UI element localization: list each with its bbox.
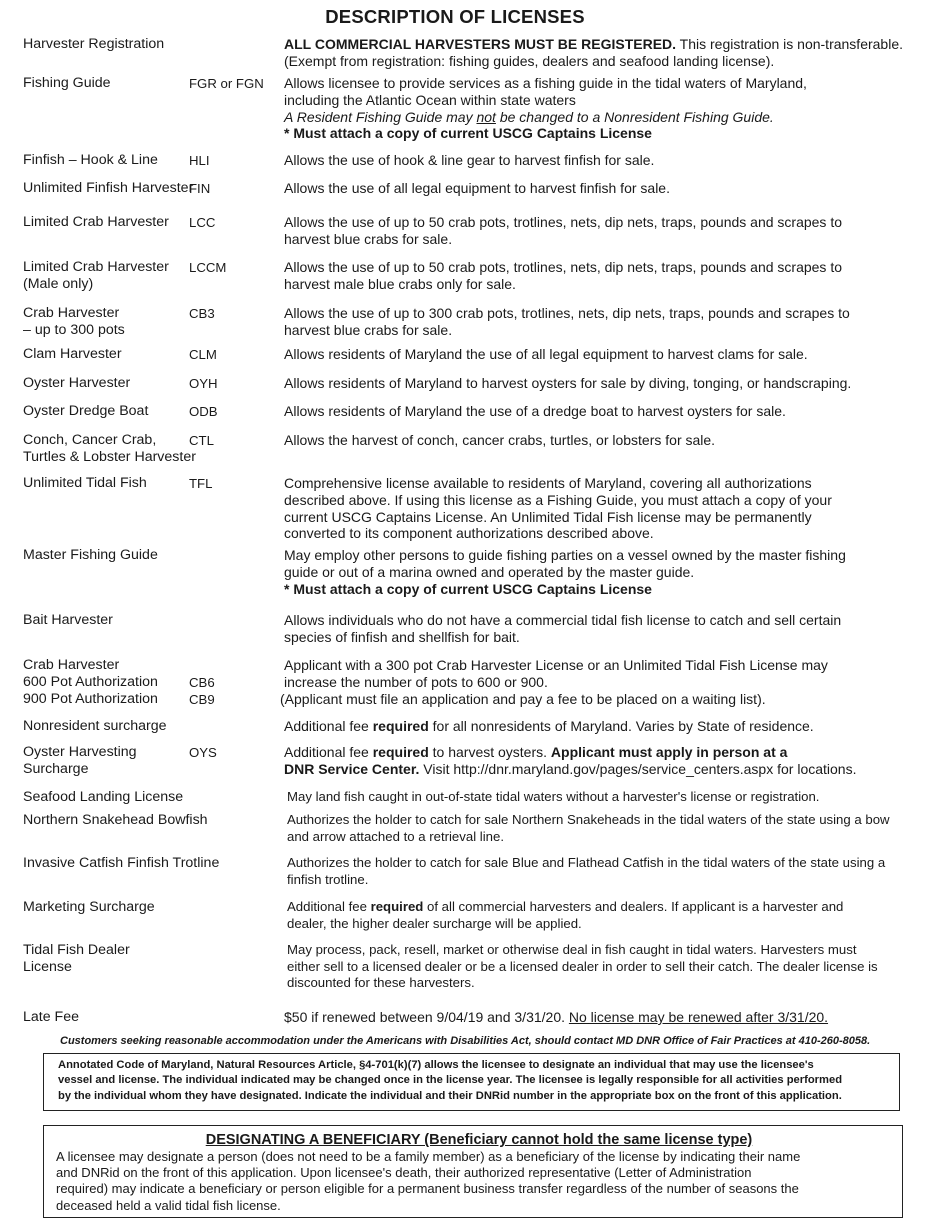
license-name-line: Seafood Landing License (23, 789, 184, 805)
license-description (280, 657, 934, 707)
description-text: guide or out of a marina owned and operated by the master guide. (284, 563, 695, 580)
beneficiary-line: deceased held a valid tidal fish license. (56, 1197, 281, 1213)
license-code-line: LCCM (189, 260, 227, 275)
description-text: harvest blue crabs for sale. (284, 230, 453, 247)
description-line (284, 75, 934, 92)
description-text: (Exempt from registration: fishing guides, dealers and seafood landing license). (284, 52, 775, 69)
description-line (284, 180, 934, 197)
ada-note: Customers seeking reasonable accommodation under the Americans with Disabilities Act, should contact MD DNR Office of Fair Practices at 410-260-8058. (60, 1035, 871, 1047)
description-line (284, 92, 934, 109)
license-name (23, 547, 193, 564)
description-line (284, 547, 934, 564)
license-name (23, 432, 196, 466)
description-text: Authorizes the holder to catch for sale Northern Snakeheads in the tidal waters of the state using a bow (287, 812, 890, 827)
description-line (287, 975, 937, 992)
license-description (284, 259, 934, 293)
description-text: May employ other persons to guide fishing parties on a vessel owned by the master fishing (284, 547, 846, 563)
license-name-line: License (23, 959, 72, 975)
license-name-line: Limited Crab Harvester (23, 214, 169, 230)
license-description (287, 812, 937, 845)
description-text: Allows the use of up to 300 crab pots, trotlines, nets, dip nets, traps, pounds and scrapes to (284, 305, 850, 321)
license-name-line: Master Fishing Guide (23, 547, 158, 563)
license-code-line: FIN (189, 181, 211, 196)
description-text: Additional fee (284, 744, 373, 760)
description-text: be changed to a Nonresident Fishing Guide. (495, 108, 774, 125)
description-line (284, 305, 934, 322)
description-line (284, 214, 934, 231)
license-description (284, 744, 934, 778)
license-name (23, 305, 193, 339)
license-name (23, 899, 193, 916)
license-code-line: CLM (189, 347, 217, 362)
description-text: dealer, the higher dealer surcharge will be applied. (287, 915, 582, 931)
license-code-line: ODB (189, 404, 218, 419)
description-line (284, 509, 934, 526)
description-text: DNR Service Center. (284, 760, 420, 777)
license-code (189, 75, 264, 92)
license-code-line: TFL (189, 476, 213, 491)
description-text: Applicant with a 300 pot Crab Harvester License or an Unlimited Tidal Fish License may (284, 657, 828, 673)
license-description (284, 403, 934, 420)
license-description (284, 305, 934, 339)
description-text: Visit http://dnr.maryland.gov/pages/service_centers.aspx for locations. (419, 760, 857, 777)
description-text: Authorizes the holder to catch for sale Blue and Flathead Catfish in the tidal waters of the state using a (287, 855, 886, 870)
description-text: not (476, 108, 496, 125)
license-name (23, 744, 193, 778)
description-text: current USCG Captains License. An Unlimited Tidal Fish license may be permanently (284, 508, 812, 525)
description-line (284, 432, 934, 449)
license-name-line: Conch, Cancer Crab, (23, 432, 157, 448)
description-text: Additional fee (287, 899, 371, 914)
license-name-line: Unlimited Tidal Fish (23, 475, 147, 491)
description-line (284, 322, 934, 339)
license-name-line: (Male only) (23, 276, 94, 292)
description-line (284, 259, 934, 276)
license-description (284, 214, 934, 248)
license-name-line: Bait Harvester (23, 612, 113, 628)
description-line (284, 525, 934, 542)
description-text: described above. If using this license as a Fishing Guide, you must attach a copy of your (284, 491, 832, 508)
license-name-line: 600 Pot Authorization (23, 674, 158, 690)
license-description (287, 789, 937, 806)
license-code-line: CTL (189, 433, 214, 448)
description-text: required (372, 744, 429, 760)
designee-line: Annotated Code of Maryland, Natural Resources Article, §4-701(k)(7) allows the licensee to designate an individual that may use the licensee's (58, 1059, 814, 1071)
license-name (23, 1009, 193, 1026)
description-line (287, 829, 937, 846)
description-line (284, 674, 934, 691)
license-code-line: FGR or FGN (189, 76, 264, 91)
license-name (23, 789, 193, 806)
description-line (284, 1009, 934, 1026)
beneficiary-box (43, 1125, 903, 1218)
description-line (284, 744, 934, 761)
description-text: increase the number of pots to 600 or 900. (284, 673, 548, 690)
description-line (287, 916, 937, 933)
license-description (284, 36, 934, 70)
description-text: Allows residents of Maryland the use of all legal equipment to harvest clams for sale. (284, 346, 808, 362)
description-text: Allows residents of Maryland to harvest oysters for sale by diving, tonging, or handscraping. (284, 375, 852, 391)
license-name-line: Nonresident surcharge (23, 718, 167, 734)
description-text: Comprehensive license available to residents of Maryland, covering all authorizations (284, 475, 812, 491)
description-line (284, 657, 934, 674)
license-name (23, 152, 193, 169)
description-line (280, 691, 934, 708)
description-line (284, 761, 934, 778)
license-name-line: Finfish – Hook & Line (23, 152, 158, 168)
description-line (284, 612, 934, 629)
description-text: (Applicant must file an application and pay a fee to be placed on a waiting list). (280, 690, 766, 707)
license-name (23, 259, 193, 293)
license-name (23, 475, 193, 492)
designee-line: vessel and license. The individual indicated may be changed once in the license year. The licensee is legally responsible for all activities performed (58, 1074, 843, 1087)
license-name-line: Oyster Harvesting (23, 744, 137, 760)
description-line (284, 629, 934, 646)
license-code (189, 744, 217, 761)
description-line (287, 899, 937, 916)
license-name (23, 718, 193, 735)
license-code (189, 475, 212, 492)
license-description (287, 942, 937, 992)
description-line (284, 475, 934, 492)
license-description (287, 855, 937, 888)
beneficiary-line: and DNRid on the front of this application. Upon licensee's death, their authorized representative (Letter of Administration (56, 1165, 752, 1181)
license-code-line: CB6 (189, 675, 215, 690)
license-name-line: Turtles & Lobster Harvester (23, 449, 196, 465)
license-name (23, 855, 220, 872)
license-description (284, 1009, 934, 1026)
license-description (284, 152, 934, 169)
license-name (23, 657, 193, 708)
license-description (284, 547, 934, 597)
description-text: finfish trotline. (287, 871, 369, 887)
license-description (284, 375, 934, 392)
license-name-line: Northern Snakehead Bowfish (23, 812, 208, 828)
description-text: either sell to a licensed dealer or be a licensed dealer in order to sell their catch. The dealer license is (287, 958, 878, 974)
description-text: Allows the use of up to 50 crab pots, trotlines, nets, dip nets, traps, pounds and scrapes to (284, 214, 842, 230)
description-text: for all nonresidents of Maryland. Varies by State of residence. (428, 718, 814, 734)
description-line (284, 403, 934, 420)
license-name (23, 812, 208, 829)
description-text: This registration is non-transferable. (676, 36, 904, 52)
license-name-line: Invasive Catfish Finfish Trotline (23, 855, 220, 871)
description-line (287, 789, 937, 806)
description-line (284, 109, 934, 126)
license-code (189, 259, 226, 276)
license-name (23, 180, 193, 197)
description-line (287, 812, 937, 829)
license-description (284, 432, 934, 449)
license-code (189, 346, 217, 363)
license-name-line: Fishing Guide (23, 75, 111, 91)
description-line (284, 125, 934, 142)
beneficiary-line: A licensee may designate a person (does not need to be a family member) as a beneficiary of the license by indicating their name (56, 1149, 801, 1164)
license-code (189, 432, 214, 449)
license-code-line: CB9 (189, 692, 215, 707)
description-text: May process, pack, resell, market or otherwise deal in fish caught in tidal waters. Harvesters must (287, 942, 857, 957)
license-description (287, 899, 937, 932)
description-text: to harvest oysters. (428, 744, 551, 760)
license-code (189, 403, 218, 420)
license-code (189, 375, 218, 392)
license-name-line: Oyster Dredge Boat (23, 403, 149, 419)
license-code (189, 657, 215, 708)
license-name (23, 75, 193, 92)
description-text: discounted for these harvesters. (287, 975, 475, 990)
license-name-line: Harvester Registration (23, 36, 165, 52)
designee-box (43, 1053, 900, 1111)
description-text: including the Atlantic Ocean within state waters (284, 91, 576, 108)
description-text: harvest blue crabs for sale. (284, 321, 453, 338)
license-name (23, 375, 193, 392)
license-name (23, 942, 193, 976)
license-name-line: Crab Harvester (23, 305, 120, 321)
license-name-line: Limited Crab Harvester (23, 259, 169, 275)
license-description (284, 180, 934, 197)
description-text: converted to its component authorizations described above. (284, 525, 654, 542)
license-name-line: Late Fee (23, 1009, 80, 1025)
description-text: Allows the use of up to 50 crab pots, trotlines, nets, dip nets, traps, pounds and scrapes to (284, 259, 842, 275)
description-text: Additional fee (284, 718, 373, 734)
license-name (23, 36, 193, 53)
description-line (284, 53, 934, 70)
beneficiary-heading: DESIGNATING A BENEFICIARY (Beneficiary cannot hold the same license type) (205, 1132, 753, 1148)
description-line (284, 564, 934, 581)
description-text: Allows the harvest of conch, cancer crabs, turtles, or lobsters for sale. (284, 432, 716, 448)
license-code (189, 152, 210, 169)
description-text: Applicant must apply in person at a (550, 744, 788, 760)
description-text: Allows individuals who do not have a commercial tidal fish license to catch and sell certain (284, 612, 842, 628)
description-text: $50 if renewed between 9/04/19 and 3/31/20. (284, 1009, 569, 1025)
license-name-line: Surcharge (23, 761, 89, 777)
license-name (23, 346, 193, 363)
license-name-line: Tidal Fish Dealer (23, 942, 130, 958)
beneficiary-line: required) may indicate a beneficiary or person eligible for a permanent business transfer regardless of the number of seasons the (56, 1181, 799, 1197)
license-name (23, 214, 193, 231)
description-line (287, 872, 937, 889)
description-line (287, 942, 937, 959)
description-line (284, 152, 934, 169)
description-text: harvest male blue crabs only for sale. (284, 275, 516, 292)
description-text: * Must attach a copy of current USCG Captains License (284, 125, 652, 142)
description-line (284, 346, 934, 363)
description-line (284, 492, 934, 509)
license-description (284, 718, 934, 735)
description-text: required (372, 718, 429, 734)
description-line (287, 959, 937, 976)
description-text: * Must attach a copy of current USCG Captains License (284, 580, 652, 597)
description-line (284, 276, 934, 293)
description-text: May land fish caught in out-of-state tidal waters without a harvester's license or registration. (287, 789, 820, 804)
license-code-line: OYS (189, 745, 217, 760)
license-code (189, 214, 215, 231)
license-code-line: OYH (189, 376, 218, 391)
license-name (23, 403, 193, 420)
license-description (284, 475, 934, 542)
description-line (284, 581, 934, 598)
license-name-line: – up to 300 pots (23, 322, 125, 338)
license-description (284, 346, 934, 363)
description-text: and arrow attached to a retrieval line. (287, 828, 504, 844)
license-name-line: Unlimited Finfish Harvester (23, 180, 194, 196)
description-line (284, 231, 934, 248)
license-name-line: Oyster Harvester (23, 375, 131, 391)
license-code-line: CB3 (189, 306, 215, 321)
license-code-line (189, 657, 215, 674)
description-text: No license may be renewed after 3/31/20. (568, 1009, 829, 1025)
license-code (189, 305, 215, 322)
license-code (189, 180, 210, 197)
license-code-line: LCC (189, 215, 216, 230)
description-text: ALL COMMERCIAL HARVESTERS MUST BE REGISTERED. (284, 36, 677, 52)
license-description (284, 75, 934, 142)
description-line (284, 36, 934, 53)
license-name-line: Marketing Surcharge (23, 899, 155, 915)
license-name-line: Clam Harvester (23, 346, 122, 362)
description-text: required (370, 899, 424, 914)
description-text: A Resident Fishing Guide may (284, 108, 477, 125)
description-text: Allows licensee to provide services as a fishing guide in the tidal waters of Maryland, (284, 75, 807, 91)
license-name-line: Crab Harvester (23, 657, 120, 673)
license-name (23, 612, 193, 629)
license-name-line: 900 Pot Authorization (23, 691, 158, 707)
license-code-line: HLI (189, 153, 210, 168)
description-text: Allows the use of hook & line gear to harvest finfish for sale. (284, 152, 655, 168)
description-line (284, 375, 934, 392)
designee-line: by the individual whom they have designated. Indicate the individual and their DNRid number in the appropriate box on the front of this application. (58, 1089, 842, 1102)
description-line (284, 718, 934, 735)
description-text: Allows residents of Maryland the use of a dredge boat to harvest oysters for sale. (284, 403, 786, 419)
description-text: Allows the use of all legal equipment to harvest finfish for sale. (284, 180, 670, 196)
description-text: of all commercial harvesters and dealers. If applicant is a harvester and (423, 899, 844, 914)
description-text: species of finfish and shellfish for bait. (284, 628, 520, 645)
description-line (287, 855, 937, 872)
page-title: DESCRIPTION OF LICENSES (325, 6, 585, 27)
license-description (284, 612, 934, 646)
